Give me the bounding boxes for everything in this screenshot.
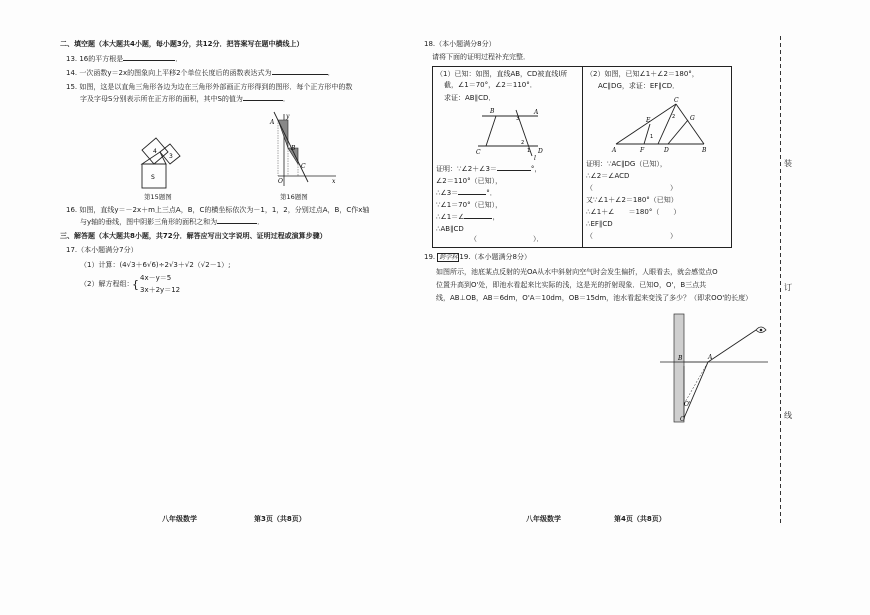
q19-line1: 如图所示，池底某点反射的光OA从水中斜射向空气时会发生偏折，人眼看去，就会感觉点O [436,268,718,276]
q15-line1: 15. 如图，这是以直角三角形各边为边在三角形外部画正方形得到的图形．每个正方形中的数 [66,83,353,91]
q18-intro: 请将下面的证明过程补充完整． [432,53,530,61]
q18-1-paren: （ ）． [470,235,544,243]
q15-line2: 字及字母S分别表示所在正方形的面积，其中S的值为 ． [80,95,290,103]
interdisciplinary-badge: 跨学科 [439,254,458,261]
q18-1-proof-6: ∴AB∥CD [436,225,464,233]
section3-title: 三、解答题（本大题共8小题，共72分．解答应写出文字说明、证明过程或演算步骤） [60,232,327,240]
fig16-caption: 第16题图 [280,193,308,201]
svg-text:B: B [291,145,296,152]
q18-2-figure [612,98,716,156]
q18-1-proof-2: ∠2＝110°（已知）， [436,177,503,185]
q17-eq1: 4x－y＝5 [140,274,172,282]
svg-text:G: G [690,115,695,122]
q17-title: 17.（本小题满分7分） [66,246,138,254]
svg-text:A: A [708,354,713,361]
svg-text:x: x [332,178,336,185]
label-3: 3 [169,153,173,160]
q18-1-proof-3: ∴∠3＝ °． [436,189,497,197]
svg-text:C: C [674,97,679,104]
label-s: S [151,174,155,181]
q18-2-proof-5: ∴∠1＋∠ ＝180°（ ） [586,208,681,216]
q19-title: 19. 跨学科 19.（本小题满分8分） [424,253,531,261]
svg-text:E: E [646,117,651,124]
svg-text:D: D [538,148,543,155]
q18-2-proof-1: 证明：∵AC∥DG（已知）， [586,160,667,168]
q18-title: 18.（本小题满分8分） [424,40,496,48]
label-4: 4 [153,148,157,155]
q18-2-proof-2: ∴∠2＝∠ACD [586,172,630,180]
q16-line2: 与y轴的垂线，图中阴影三角形的面积之和为 ． [80,218,265,226]
svg-text:O': O' [684,401,691,408]
q18-2-proof-4: 又∵∠1＋∠2＝180°（已知） [586,196,678,204]
svg-text:F: F [640,147,645,154]
svg-text:A: A [534,109,539,116]
q18-1-proof-5: ∴∠1＝∠ ， [436,213,500,221]
right-footer-subject: 八年级数学 [526,515,561,523]
svg-text:1: 1 [650,134,654,140]
binding-char-2: 订 [784,283,792,292]
q17-eq2: 3x＋2y＝12 [140,286,181,294]
q18-1-line2: 截，∠1＝70°，∠2＝110°． [444,81,537,89]
svg-text:B: B [678,355,683,362]
right-footer-page: 第4页（共8页） [614,515,666,523]
svg-text:B: B [702,147,707,154]
q18-2-line2: AC∥DG，求证：EF∥CD． [598,82,680,90]
q19-line3: 线，AB⊥OB，AB＝6dm，O'A＝10dm，OB＝15dm，池水看起来变浅了多少？（即求OO'的长度） [436,294,753,302]
svg-text:2: 2 [672,114,676,120]
q16-line1: 16. 如图，直线y＝－2x＋m上三点A，B，C的横坐标依次为－1，1，2，分别过点A，B，C作x轴 [66,206,370,214]
system-brace: { [132,278,139,291]
svg-text:A: A [612,147,617,154]
figure-15 [130,134,200,192]
fig15-caption: 第15题图 [144,193,172,201]
svg-text:C: C [476,149,481,156]
q18-1-line1: （1）已知：如图，直线AB，CD被直线l所 [436,70,568,78]
q17-part2-label: （2）解方程组： [80,280,134,288]
q19-line2: 位置升高到O'处，即池水看起来比实际的浅，这是光的折射现象．已知O，O'，B三点共 [436,281,707,289]
q18-2-proof-6: ∴EF∥CD [586,220,613,228]
q18-2-line1: （2）如图，已知∠1＋∠2＝180°， [586,70,699,78]
q19-figure [660,310,770,422]
svg-text:B: B [490,108,495,115]
binding-char-1: 装 [784,159,792,168]
svg-text:y: y [286,113,290,120]
q17-part1: （1）计算：(4√3＋6√6)÷2√3＋√2（√2－1）; [80,261,231,269]
q18-1-line3: 求证：AB∥CD． [444,94,496,102]
q18-table-divider [582,66,583,247]
eye-icon [756,327,766,333]
binding-char-3: 线 [784,411,792,420]
svg-text:O: O [680,416,685,423]
q18-1-proof-4: ∵∠1＝70°（已知）， [436,201,503,209]
binding-dashed-line [780,36,781,526]
q18-2-proof-3: （ ） [586,184,677,192]
svg-text:O: O [278,178,283,185]
svg-text:D: D [664,147,669,154]
svg-text:1: 1 [527,148,531,154]
svg-text:2: 2 [521,140,525,146]
q18-1-proof-1: 证明：∵∠2＋∠3＝ °， [436,165,542,173]
q14-text: 14. 一次函数y＝2x的图象向上平移2个单位长度后的函数表达式为 ． [66,69,335,77]
left-footer-subject: 八年级数学 [162,515,197,523]
q13-text: 13. 16的平方根是 ． [66,55,183,63]
figure-16 [264,112,339,188]
svg-text:C: C [301,163,306,170]
left-footer-page: 第3页（共8页） [254,515,306,523]
q18-2-proof-7: （ ） [586,232,677,240]
section2-title: 二、填空题（本大题共4小题，每小题3分，共12分．把答案写在题中横线上） [60,40,304,48]
svg-text:3: 3 [516,116,520,122]
q18-1-figure [476,106,554,162]
svg-text:A: A [270,119,275,126]
svg-text:l: l [534,155,536,162]
